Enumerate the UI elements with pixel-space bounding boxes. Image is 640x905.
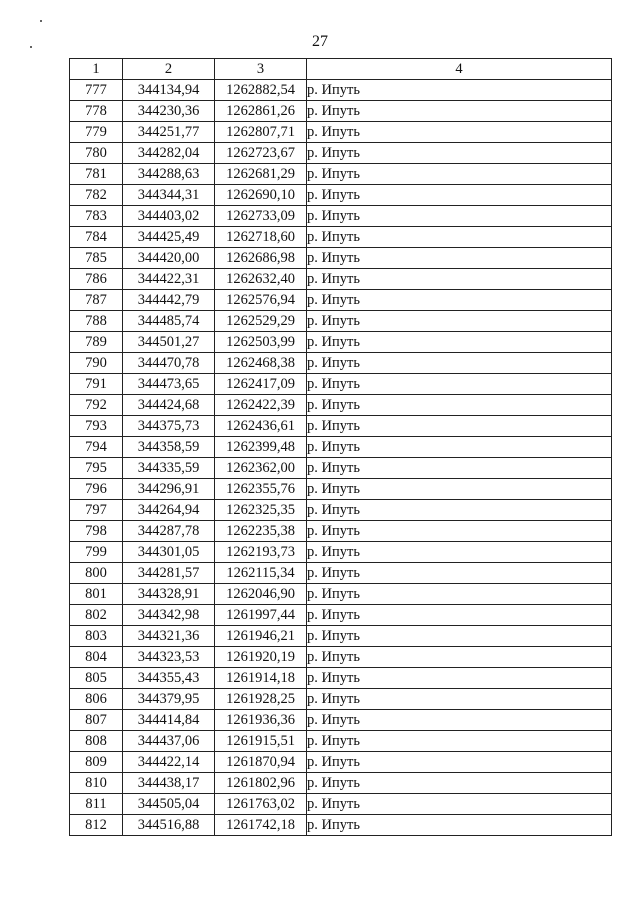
point-number-cell: 784 (70, 227, 123, 248)
point-number-cell: 780 (70, 143, 123, 164)
y-coordinate-cell: 1262422,39 (215, 395, 307, 416)
y-coordinate-cell: 1262193,73 (215, 542, 307, 563)
description-cell: р. Ипуть (307, 185, 612, 206)
description-cell: р. Ипуть (307, 626, 612, 647)
y-coordinate-cell: 1262046,90 (215, 584, 307, 605)
description-cell: р. Ипуть (307, 689, 612, 710)
y-coordinate-cell: 1262399,48 (215, 437, 307, 458)
x-coordinate-cell: 344437,06 (123, 731, 215, 752)
table-row (70, 731, 612, 752)
y-coordinate-cell: 1262690,10 (215, 185, 307, 206)
description-cell: р. Ипуть (307, 710, 612, 731)
y-coordinate-cell: 1262529,29 (215, 311, 307, 332)
description-cell: р. Ипуть (307, 269, 612, 290)
x-coordinate-cell: 344375,73 (123, 416, 215, 437)
x-coordinate-cell: 344251,77 (123, 122, 215, 143)
x-coordinate-cell: 344403,02 (123, 206, 215, 227)
y-coordinate-cell: 1262686,98 (215, 248, 307, 269)
x-coordinate-cell: 344438,17 (123, 773, 215, 794)
y-coordinate-cell: 1262362,00 (215, 458, 307, 479)
x-coordinate-cell: 344321,36 (123, 626, 215, 647)
y-coordinate-cell: 1262417,09 (215, 374, 307, 395)
column-header-1: 1 (70, 59, 123, 80)
y-coordinate-cell: 1262115,34 (215, 563, 307, 584)
x-coordinate-cell: 344485,74 (123, 311, 215, 332)
point-number-cell: 796 (70, 479, 123, 500)
point-number-cell: 792 (70, 395, 123, 416)
description-cell: р. Ипуть (307, 395, 612, 416)
column-header-4: 4 (307, 59, 612, 80)
table-row (70, 416, 612, 437)
description-cell: р. Ипуть (307, 311, 612, 332)
point-number-cell: 791 (70, 374, 123, 395)
point-number-cell: 804 (70, 647, 123, 668)
table-row (70, 185, 612, 206)
x-coordinate-cell: 344355,43 (123, 668, 215, 689)
y-coordinate-cell: 1261997,44 (215, 605, 307, 626)
y-coordinate-cell: 1261928,25 (215, 689, 307, 710)
point-number-cell: 798 (70, 521, 123, 542)
x-coordinate-cell: 344501,27 (123, 332, 215, 353)
point-number-cell: 785 (70, 248, 123, 269)
y-coordinate-cell: 1261920,19 (215, 647, 307, 668)
point-number-cell: 794 (70, 437, 123, 458)
y-coordinate-cell: 1261742,18 (215, 815, 307, 836)
table-row (70, 290, 612, 311)
table-row (70, 80, 612, 101)
y-coordinate-cell: 1261946,21 (215, 626, 307, 647)
x-coordinate-cell: 344505,04 (123, 794, 215, 815)
description-cell: р. Ипуть (307, 206, 612, 227)
point-number-cell: 807 (70, 710, 123, 731)
table-row (70, 815, 612, 836)
point-number-cell: 793 (70, 416, 123, 437)
column-header-3: 3 (215, 59, 307, 80)
point-number-cell: 801 (70, 584, 123, 605)
table-row (70, 311, 612, 332)
x-coordinate-cell: 344425,49 (123, 227, 215, 248)
table-row (70, 752, 612, 773)
description-cell: р. Ипуть (307, 542, 612, 563)
point-number-cell: 795 (70, 458, 123, 479)
table-row (70, 773, 612, 794)
point-number-cell: 779 (70, 122, 123, 143)
table-row (70, 500, 612, 521)
y-coordinate-cell: 1262355,76 (215, 479, 307, 500)
point-number-cell: 787 (70, 290, 123, 311)
description-cell: р. Ипуть (307, 563, 612, 584)
point-number-cell: 802 (70, 605, 123, 626)
table-row (70, 605, 612, 626)
point-number-cell: 781 (70, 164, 123, 185)
point-number-cell: 786 (70, 269, 123, 290)
x-coordinate-cell: 344301,05 (123, 542, 215, 563)
point-number-cell: 782 (70, 185, 123, 206)
description-cell: р. Ипуть (307, 227, 612, 248)
description-cell: р. Ипуть (307, 101, 612, 122)
y-coordinate-cell: 1262723,67 (215, 143, 307, 164)
description-cell: р. Ипуть (307, 521, 612, 542)
description-cell: р. Ипуть (307, 752, 612, 773)
table-row (70, 458, 612, 479)
description-cell: р. Ипуть (307, 794, 612, 815)
point-number-cell: 812 (70, 815, 123, 836)
x-coordinate-cell: 344473,65 (123, 374, 215, 395)
point-number-cell: 808 (70, 731, 123, 752)
description-cell: р. Ипуть (307, 416, 612, 437)
table-row (70, 395, 612, 416)
y-coordinate-cell: 1261870,94 (215, 752, 307, 773)
y-coordinate-cell: 1261802,96 (215, 773, 307, 794)
x-coordinate-cell: 344424,68 (123, 395, 215, 416)
column-header-2: 2 (123, 59, 215, 80)
y-coordinate-cell: 1261936,36 (215, 710, 307, 731)
description-cell: р. Ипуть (307, 290, 612, 311)
y-coordinate-cell: 1262503,99 (215, 332, 307, 353)
table-row (70, 542, 612, 563)
x-coordinate-cell: 344358,59 (123, 437, 215, 458)
y-coordinate-cell: 1262576,94 (215, 290, 307, 311)
x-coordinate-cell: 344442,79 (123, 290, 215, 311)
description-cell: р. Ипуть (307, 668, 612, 689)
table-row (70, 248, 612, 269)
point-number-cell: 809 (70, 752, 123, 773)
table-row (70, 689, 612, 710)
table-row (70, 206, 612, 227)
scan-speck (40, 20, 42, 22)
description-cell: р. Ипуть (307, 479, 612, 500)
x-coordinate-cell: 344328,91 (123, 584, 215, 605)
point-number-cell: 797 (70, 500, 123, 521)
description-cell: р. Ипуть (307, 584, 612, 605)
x-coordinate-cell: 344344,31 (123, 185, 215, 206)
point-number-cell: 799 (70, 542, 123, 563)
description-cell: р. Ипуть (307, 353, 612, 374)
y-coordinate-cell: 1262632,40 (215, 269, 307, 290)
point-number-cell: 778 (70, 101, 123, 122)
description-cell: р. Ипуть (307, 80, 612, 101)
description-cell: р. Ипуть (307, 164, 612, 185)
description-cell: р. Ипуть (307, 122, 612, 143)
point-number-cell: 790 (70, 353, 123, 374)
table-row (70, 332, 612, 353)
x-coordinate-cell: 344287,78 (123, 521, 215, 542)
description-cell: р. Ипуть (307, 458, 612, 479)
page-number: 27 (312, 33, 328, 50)
x-coordinate-cell: 344281,57 (123, 563, 215, 584)
description-cell: р. Ипуть (307, 647, 612, 668)
point-number-cell: 800 (70, 563, 123, 584)
table-row (70, 437, 612, 458)
x-coordinate-cell: 344134,94 (123, 80, 215, 101)
point-number-cell: 783 (70, 206, 123, 227)
point-number-cell: 789 (70, 332, 123, 353)
table-row (70, 374, 612, 395)
table-row (70, 122, 612, 143)
table-row (70, 647, 612, 668)
point-number-cell: 805 (70, 668, 123, 689)
y-coordinate-cell: 1262718,60 (215, 227, 307, 248)
table-row (70, 668, 612, 689)
description-cell: р. Ипуть (307, 437, 612, 458)
y-coordinate-cell: 1261914,18 (215, 668, 307, 689)
x-coordinate-cell: 344422,31 (123, 269, 215, 290)
description-cell: р. Ипуть (307, 731, 612, 752)
table-row (70, 710, 612, 731)
x-coordinate-cell: 344282,04 (123, 143, 215, 164)
point-number-cell: 788 (70, 311, 123, 332)
table-row (70, 521, 612, 542)
table-row (70, 584, 612, 605)
description-cell: р. Ипуть (307, 773, 612, 794)
description-cell: р. Ипуть (307, 332, 612, 353)
y-coordinate-cell: 1262235,38 (215, 521, 307, 542)
y-coordinate-cell: 1262436,61 (215, 416, 307, 437)
table-row (70, 563, 612, 584)
y-coordinate-cell: 1261763,02 (215, 794, 307, 815)
table-row (70, 794, 612, 815)
y-coordinate-cell: 1262325,35 (215, 500, 307, 521)
x-coordinate-cell: 344379,95 (123, 689, 215, 710)
description-cell: р. Ипуть (307, 500, 612, 521)
y-coordinate-cell: 1262807,71 (215, 122, 307, 143)
y-coordinate-cell: 1262861,26 (215, 101, 307, 122)
point-number-cell: 811 (70, 794, 123, 815)
y-coordinate-cell: 1262733,09 (215, 206, 307, 227)
y-coordinate-cell: 1262882,54 (215, 80, 307, 101)
y-coordinate-cell: 1262468,38 (215, 353, 307, 374)
x-coordinate-cell: 344296,91 (123, 479, 215, 500)
y-coordinate-cell: 1261915,51 (215, 731, 307, 752)
point-number-cell: 777 (70, 80, 123, 101)
table-row (70, 353, 612, 374)
table-row (70, 164, 612, 185)
table-row (70, 269, 612, 290)
x-coordinate-cell: 344422,14 (123, 752, 215, 773)
x-coordinate-cell: 344323,53 (123, 647, 215, 668)
x-coordinate-cell: 344414,84 (123, 710, 215, 731)
y-coordinate-cell: 1262681,29 (215, 164, 307, 185)
table-row (70, 626, 612, 647)
x-coordinate-cell: 344420,00 (123, 248, 215, 269)
description-cell: р. Ипуть (307, 815, 612, 836)
x-coordinate-cell: 344264,94 (123, 500, 215, 521)
point-number-cell: 806 (70, 689, 123, 710)
table-row (70, 101, 612, 122)
table-row (70, 143, 612, 164)
x-coordinate-cell: 344230,36 (123, 101, 215, 122)
table-header-row (70, 59, 612, 80)
x-coordinate-cell: 344288,63 (123, 164, 215, 185)
coordinates-table (69, 58, 612, 836)
description-cell: р. Ипуть (307, 143, 612, 164)
x-coordinate-cell: 344342,98 (123, 605, 215, 626)
point-number-cell: 803 (70, 626, 123, 647)
point-number-cell: 810 (70, 773, 123, 794)
table-row (70, 227, 612, 248)
description-cell: р. Ипуть (307, 374, 612, 395)
description-cell: р. Ипуть (307, 248, 612, 269)
x-coordinate-cell: 344516,88 (123, 815, 215, 836)
x-coordinate-cell: 344335,59 (123, 458, 215, 479)
x-coordinate-cell: 344470,78 (123, 353, 215, 374)
table-body (70, 80, 612, 836)
table-row (70, 479, 612, 500)
description-cell: р. Ипуть (307, 605, 612, 626)
